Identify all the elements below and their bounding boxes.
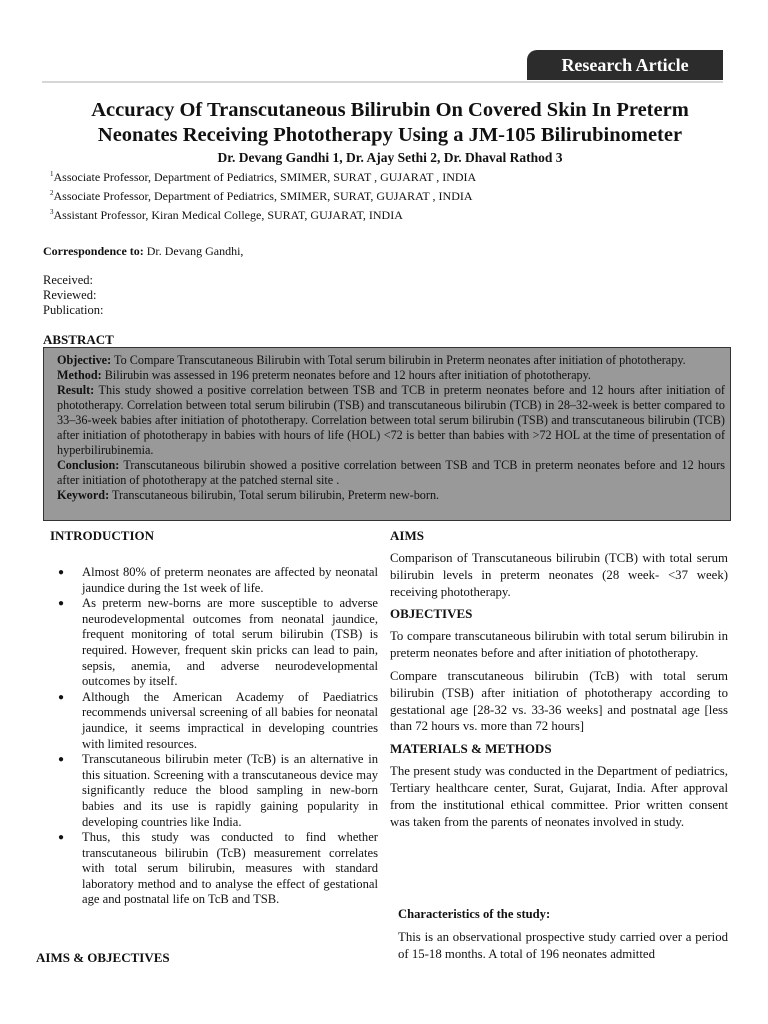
aims-text: Comparison of Transcutaneous bilirubin (TCB) with total serum bilirubin levels in preterm neonates (28 week- <37 week) receiving phototherapy. [390,551,728,599]
abstract-objective: Objective: To Compare Transcutaneous Bilirubin with Total serum bilirubin in Preterm neonates after initiation of phototherapy. [57,353,686,367]
header-rule [42,81,723,83]
objectives-text-1: To compare transcutaneous bilirubin with total serum bilirubin in preterm neonates before and after initiation of phototherapy. [390,629,728,661]
list-item: ● Almost 80% of preterm neonates are affected by neonatal jaundice during the 1st week of life. [58,565,378,595]
bullet-icon: ● [58,832,65,844]
author-list: Dr. Devang Gandhi 1, Dr. Ajay Sethi 2, Dr. Dhaval Rathod 3 [217,150,563,165]
objectives-heading: OBJECTIVES [390,606,473,622]
aims-heading: AIMS [390,528,424,543]
title-line-2: Neonates Receiving Phototherapy Using a JM-105 Bilirubinometer [97,124,683,146]
bullet-icon: ● [58,691,65,703]
objectives-text-2: Compare transcutaneous bilirubin (TcB) with total serum bilirubin (TSB) after initiation of phototherapy according to gestational age [28-32 vs. 33-36 weeks] and postnatal age [less than 72 hours vs. more than 72 hours] [390,668,728,734]
list-item: ● Thus, this study was conducted to find whether transcutaneous bilirubin (TcB) measurement correlates with total serum bilirubin, measures with standard laboratory method and to analyse the effect of gestational age and postnatal life on TcB and TSB. [58,830,378,907]
bullet-icon: ● [58,598,65,610]
characteristics-heading: Characteristics of the study: [398,907,551,921]
title-line-1: Accuracy Of Transcutaneous Bilirubin On Covered Skin In Preterm [91,99,689,121]
received-date: Received: [43,273,93,287]
reviewed-date: Reviewed: [43,288,97,302]
list-item: ● As preterm new-borns are more susceptible to adverse neurodevelopmental outcomes from neonatal jaundice, frequent monitoring of total serum bilirubin (TSB) is required. However, frequent skin pricks can lead to pain, sepsis, anemia, and adverse neurodevelopmental outcomes by itself. [58,596,378,689]
abstract-keywords: Keyword: Transcutaneous bilirubin, Total serum bilirubin, Preterm new-born. [57,488,440,502]
introduction-list [50,565,378,908]
materials-heading: MATERIALS & METHODS [390,741,552,757]
left-column [50,528,378,908]
bullet-icon: ● [58,567,65,578]
correspondence: Correspondence to: Dr. Devang Gandhi, [43,244,244,258]
abstract-conclusion: Conclusion: Transcutaneous bilirubin showed a positive correlation between TSB and TCB in preterm neonates before and 12 hours after initiation of phototherapy at the patched sternal site . [57,458,725,487]
materials-text: The present study was conducted in the Department of pediatrics, Tertiary healthcare center, Surat, Gujarat, India. After approval from the institutional ethical committee. Prior written consent was taken from the parents of neonates involved in study. [390,764,728,829]
abstract-method: Method: Bilirubin was assessed in 196 preterm neonates before and 12 hours after initiation of phototherapy. [57,368,591,382]
list-item: ● Transcutaneous bilirubin meter (TcB) is an alternative in this situation. Screening with a transcutaneous device may significantly reduce the blood sampling in new-born babies and its use is rapidly gaining popularity in developing countries like India. [58,752,378,829]
abstract-heading: ABSTRACT [43,332,114,347]
abstract-box [43,347,731,521]
article-title [40,98,740,148]
list-item: ● Although the American Academy of Paediatrics recommends universal screening of all babies for neonatal jaundice, it seems impractical in developing countries with limited resources. [58,689,378,751]
abstract-result: Result: This study showed a positive correlation between TSB and TCB in preterm neonates before and 12 hours after initiation of phototherapy. Correlation between total serum bilirubin (TSB) and transcutaneous bilirubin (TCB) in 28–32-week is better compared to 33–36-week babies after initiation of phototherapy. Correlation between total serum bilirubin (TSB) and transcutaneous bilirubin (TCB) after initiation of phototherapy in babies with hours of life (HOL) <72 is better than babies with >72 HOL at the time of presentation of hyperbilirubinemia. [57,383,725,457]
bullet-icon: ● [58,754,65,766]
affiliation-3: $^3$Assistant Professor, Kiran Medical College, SURAT, GUJARAT, INDIA [50,208,403,222]
affiliation-1: $^1$Associate Professor, Department of Pediatrics, SMIMER, SURAT , GUJARAT , INDIA [50,170,477,184]
introduction-heading: INTRODUCTION [50,528,155,543]
characteristics-text: This is an observational prospective study carried over a period of 15-18 months. A total of 196 neonates admitted [398,930,728,961]
affiliation-2: $^2$Associate Professor, Department of Pediatrics, SMIMER, SURAT, GUJARAT , INDIA [50,189,473,203]
right-column [390,528,728,830]
publication-date: Publication: [43,303,104,317]
aims-objectives-heading: AIMS & OBJECTIVES [36,950,170,965]
article-type-banner: Research Article [527,50,723,80]
